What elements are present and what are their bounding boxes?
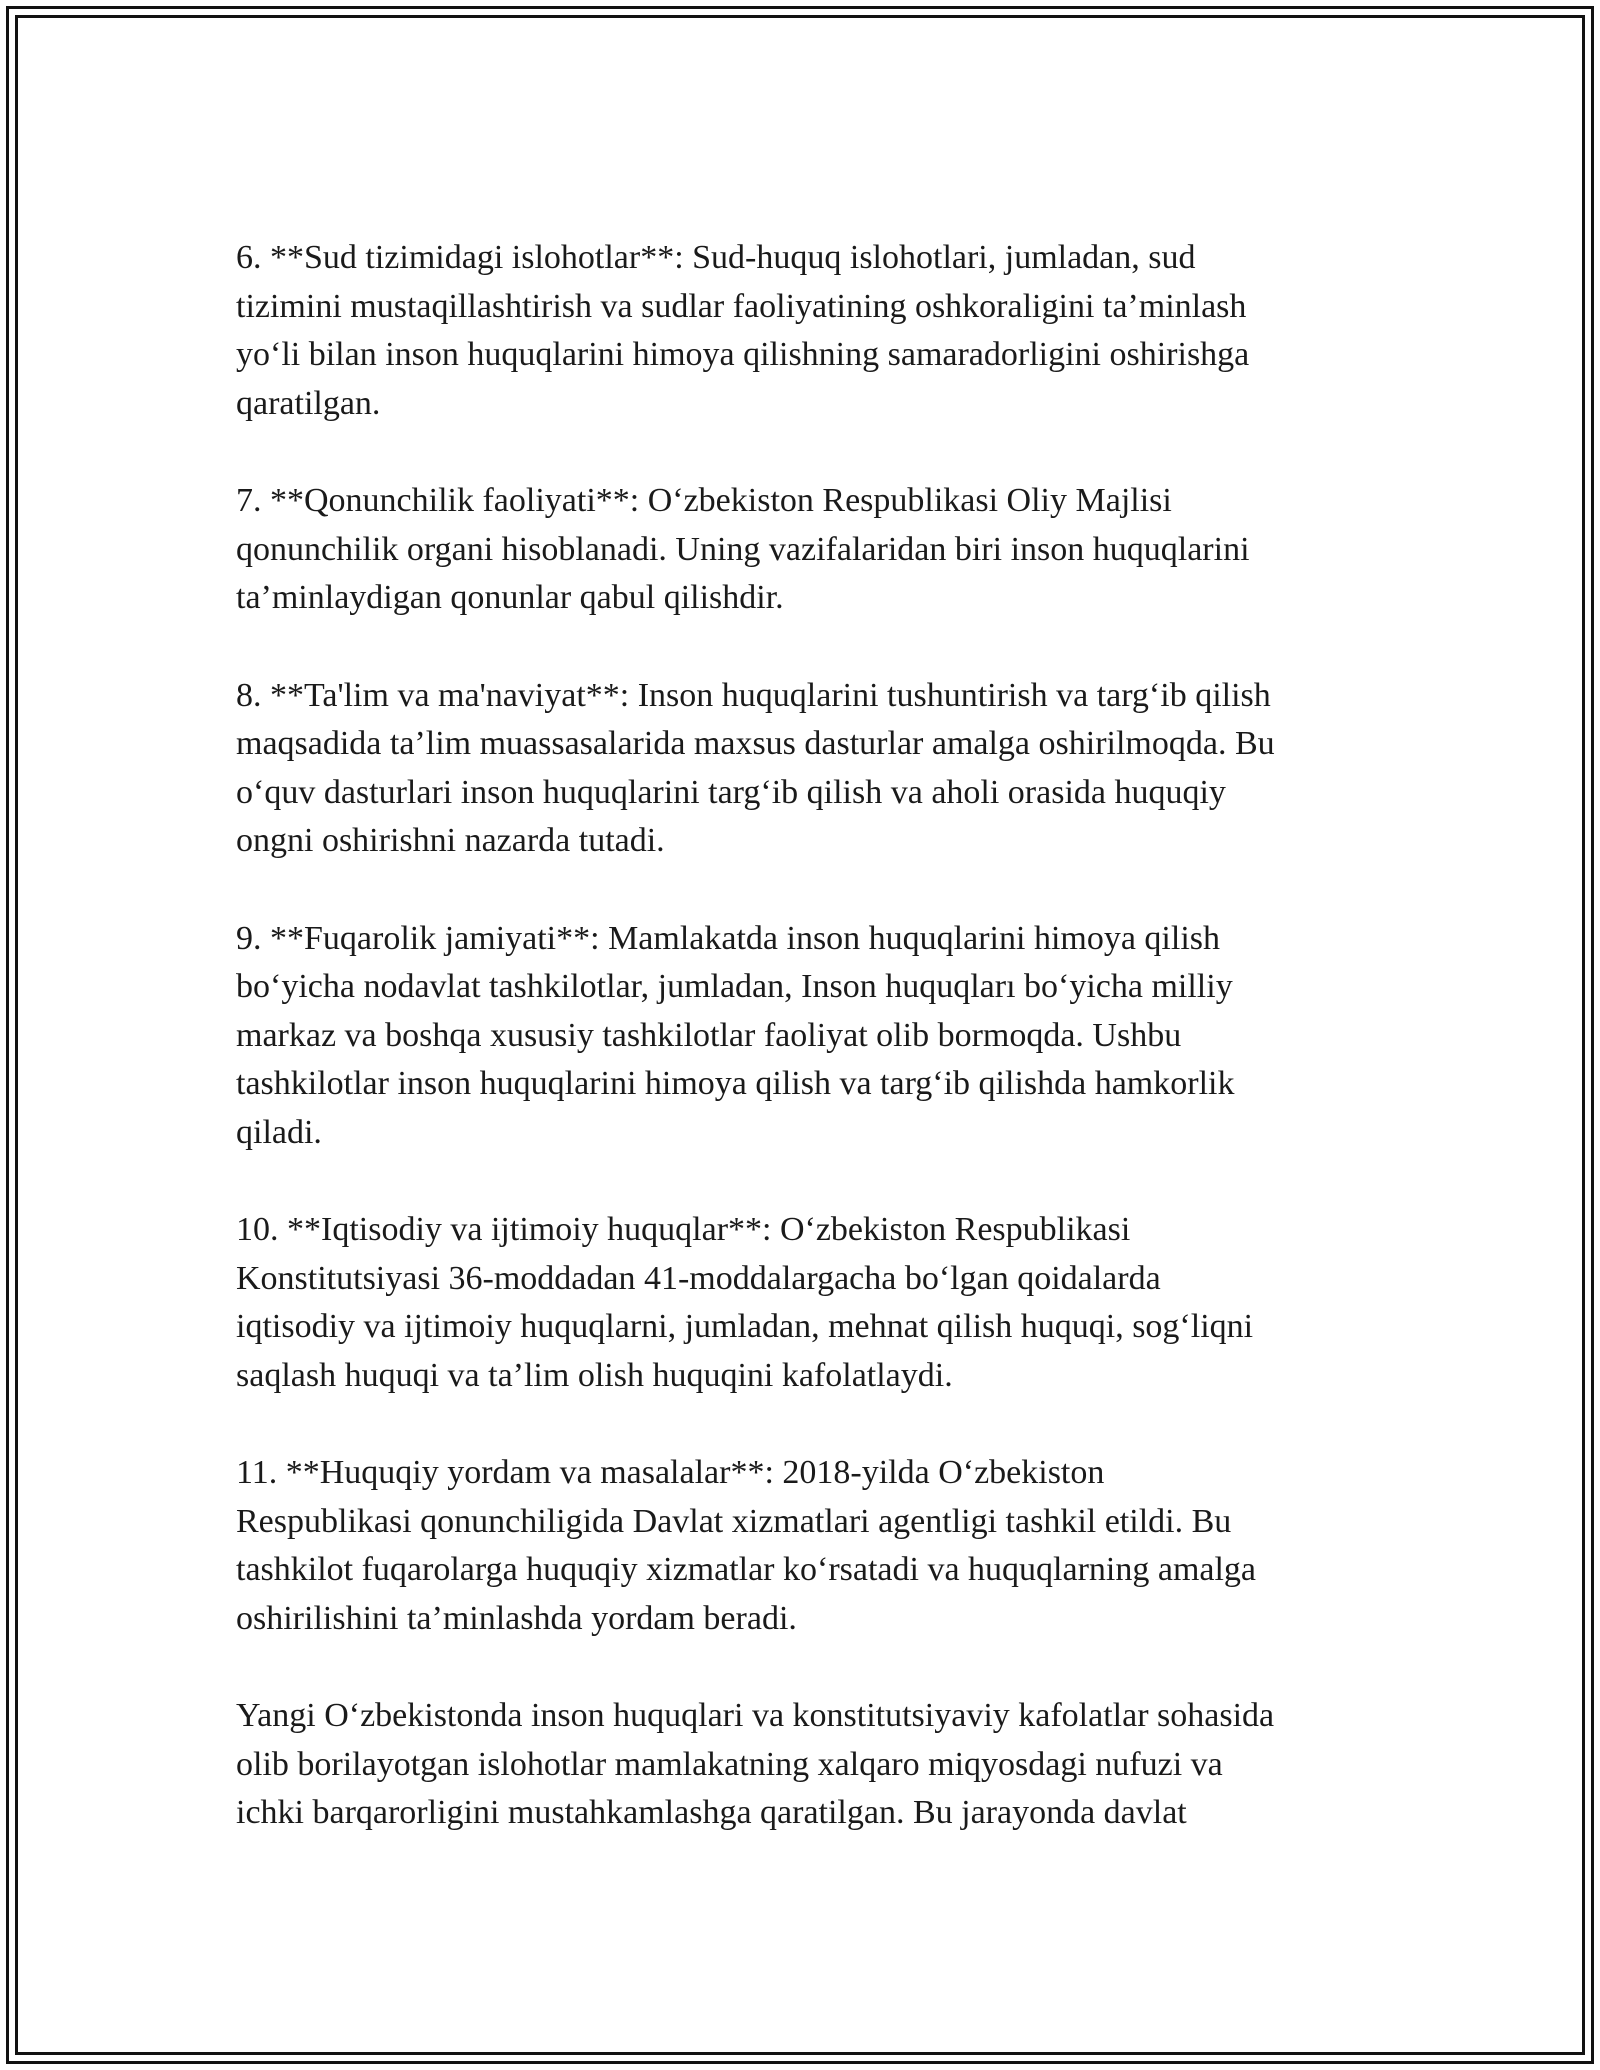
paragraph-iqtisodiy-va-ijtimoiy-huquqlar: 10. **Iqtisodiy va ijtimoiy huquqlar**: O‘zbekiston Respublikasi Konstitutsiyasi 36-moddadan 41-moddalargacha bo‘lgan qoidalarda iqtisodiy va ijtimoiy huquqlarni, jumladan, mehnat qilish huquqi, sog‘liqni saqlash huquqi va ta’lim olish huquqini kafolatlaydi. <box>236 1211 1254 1394</box>
document-body <box>236 234 1376 1887</box>
paragraph-conclusion: Yangi O‘zbekistonda inson huquqlari va konstitutsiyaviy kafolatlar sohasida olib borilayotgan islohotlar mamlakatning xalqaro miqyosdagi nufuzi va ichki barqarorligini mustahkamlashga qaratilgan. Bu jarayonda davlat <box>236 1697 1275 1831</box>
paragraph-huquqiy-yordam: 11. **Huquqiy yordam va masalalar**: 2018-yilda O‘zbekiston Respublikasi qonunchiligida Davlat xizmatlari agentligi tashkil etildi. Bu tashkilot fuqarolarga huquqiy xizmatlar ko‘rsatadi va huquqlarning amalga oshirilishini ta’minlashda yordam beradi. <box>236 1454 1257 1637</box>
paragraph-fuqarolik-jamiyati: 9. **Fuqarolik jamiyati**: Mamlakatda inson huquqlarini himoya qilish bo‘yicha nodavlat tashkilotlar, jumladan, Inson huquqları bo‘yicha milliy markaz va boshqa xususiy tashkilotlar faoliyat olib bormoqda. Ushbu tashkilotlar inson huquqlarini himoya qilish va targ‘ib qilishda hamkorlik qiladi. <box>236 919 1235 1151</box>
paragraph-qonunchilik-faoliyati: 7. **Qonunchilik faoliyati**: O‘zbekiston Respublikasi Oliy Majlisi qonunchilik organi hisoblanadi. Uning vazifalaridan biri inson huquqlarini ta’minlaydigan qonunlar qabul qilishdir. <box>236 482 1250 616</box>
paragraph-talim-va-manaviyat: 8. **Ta'lim va ma'naviyat**: Inson huquqlarini tushuntirish va targ‘ib qilish maqsadida ta’lim muassasalarida maxsus dasturlar amalga oshirilmoqda. Bu o‘quv dasturlari inson huquqlarini targ‘ib qilish va aholi orasida huquqiy ongni oshirishni nazarda tutadi. <box>236 676 1275 859</box>
paragraph-sud-tizimidagi-islohotlar: 6. **Sud tizimidagi islohotlar**: Sud-huquq islohotlari, jumladan, sud tizimini mustaqillashtirish va sudlar faoliyatining oshkoraligini ta’minlash yo‘li bilan inson huquqlarini himoya qilishning samaradorligini oshirishga qaratilgan. <box>236 239 1250 422</box>
